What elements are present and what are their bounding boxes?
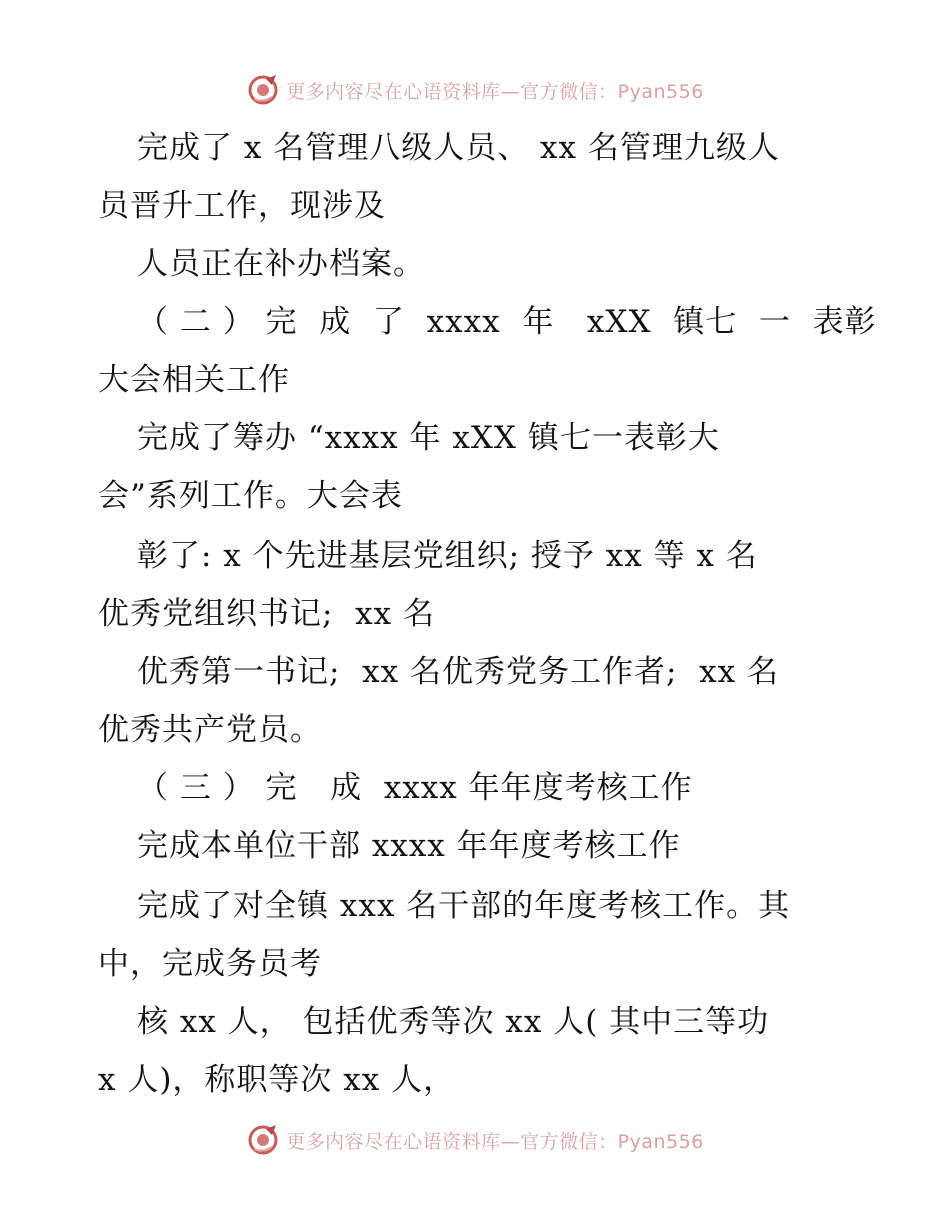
watermark-text: 更多内容尽在心语资料库—官方微信：Pyan556 [286, 80, 704, 103]
text-line: 完成了对全镇 xxx 名干部的年度考核工作。其 [137, 888, 791, 924]
text-line: 完成本单位干部 xxxx 年年度考核工作 [137, 828, 681, 864]
text-line: 优秀党组织书记; xx 名 [98, 596, 435, 632]
text-line: 核 xx 人， 包括优秀等次 xx 人( 其中三等功 [137, 1004, 770, 1040]
watermark-text: 更多内容尽在心语资料库—官方微信：Pyan556 [286, 1130, 704, 1153]
text-line: 员晋升工作，现涉及 [98, 188, 386, 224]
text-line: 彰了: x 个先进基层党组织; 授予 xx 等 x 名 [137, 538, 758, 574]
text-line: 完成了筹办 “xxxx 年 xXX 镇七一表彰大 [137, 420, 720, 456]
footer-watermark [0, 1120, 950, 1160]
section-heading: （ 二 ） 完 成 了 xxxx 年 xXX 镇七 一 表彰 [137, 304, 877, 340]
text-line: 中，完成务员考 [98, 946, 322, 982]
text-line: 会”系列工作。大会表 [98, 478, 403, 514]
text-line: x 人)，称职等次 xx 人， [98, 1062, 456, 1098]
text-line: 优秀共产党员。 [98, 712, 322, 748]
text-line: 完成了 x 名管理八级人员、 xx 名管理九级人 [137, 130, 780, 166]
text-line: 人员正在补办档案。 [137, 246, 425, 282]
section-heading: （ 三 ） 完 成 xxxx 年年度考核工作 [137, 770, 693, 806]
logo-icon [246, 1123, 280, 1157]
text-line: 优秀第一书记; xx 名优秀党务工作者; xx 名 [137, 654, 779, 690]
section-heading: 大会相关工作 [98, 362, 290, 398]
